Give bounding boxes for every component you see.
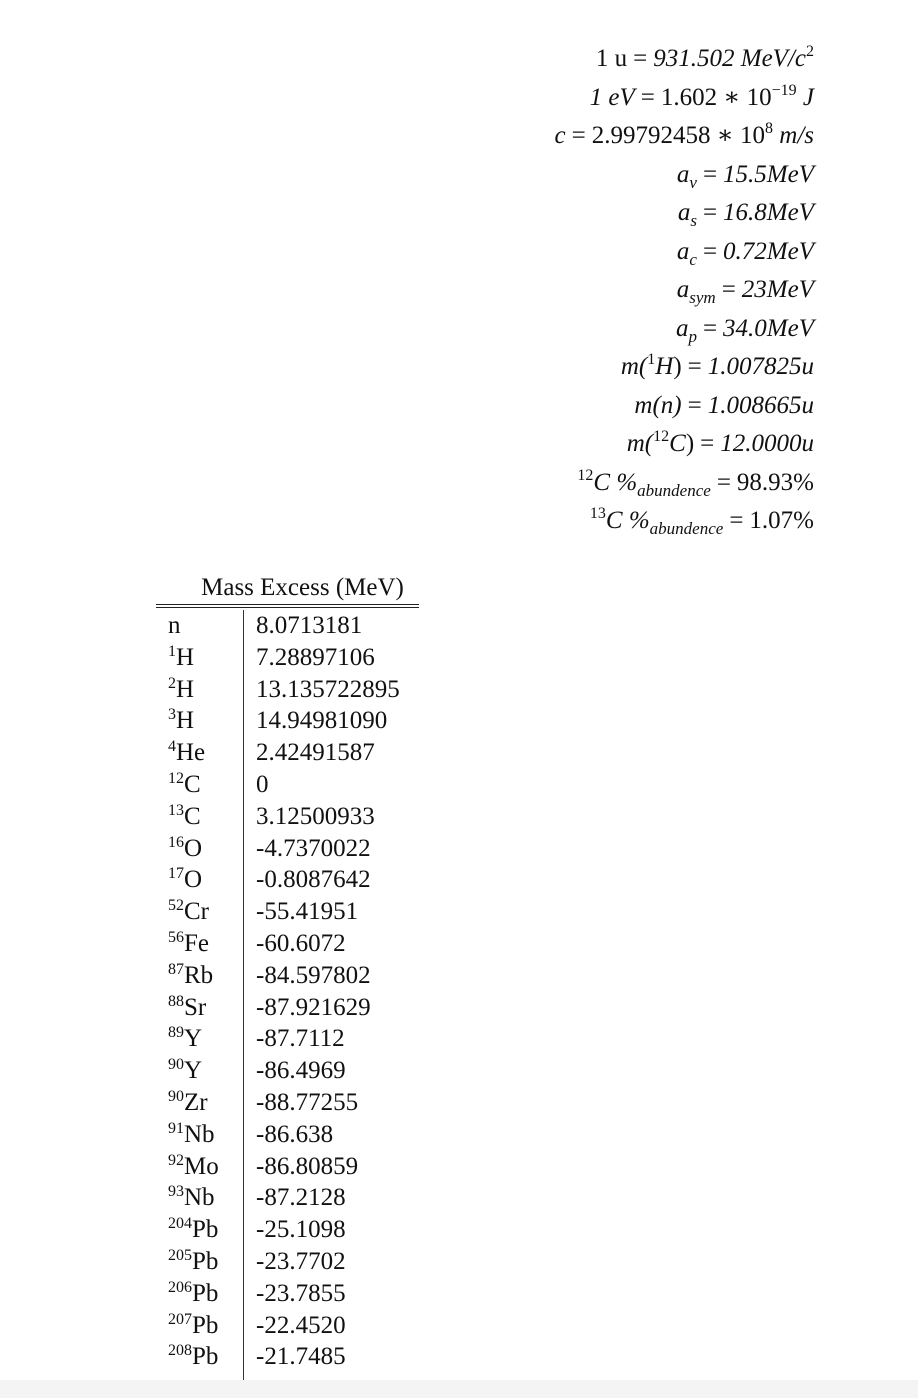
const-subscript: abundence xyxy=(637,480,711,500)
isotope-cell xyxy=(156,1119,243,1151)
element-symbol: Rb xyxy=(184,961,214,989)
element-symbol: H xyxy=(176,643,195,671)
mass-excess-value: -23.7855 xyxy=(256,1279,346,1307)
mass-excess-value: -88.77255 xyxy=(256,1088,359,1116)
const-lhs: m(n) xyxy=(634,391,682,419)
element-symbol: Pb xyxy=(192,1279,219,1307)
element-symbol: Y xyxy=(184,1025,203,1053)
const-rhs-sup: 2 xyxy=(806,43,814,60)
table-row xyxy=(156,864,419,896)
table-row xyxy=(156,737,419,769)
mass-number: 17 xyxy=(168,865,184,883)
mass-number: 207 xyxy=(168,1310,192,1328)
const-subscript: s xyxy=(690,211,697,230)
mass-number: 206 xyxy=(168,1278,192,1296)
element-symbol: O xyxy=(184,834,203,862)
table-row xyxy=(156,1278,419,1310)
const-rhs: 1.07% xyxy=(749,507,814,534)
const-mass-number: 13 xyxy=(589,505,606,522)
isotope-cell xyxy=(156,642,243,674)
mass-number: 52 xyxy=(168,897,184,915)
const-lhs: 1 eV xyxy=(589,83,635,111)
table-row xyxy=(156,642,419,674)
const-carbon13-abundance: $^{13}$C $\%_{abundence} = 1.07\%$ xyxy=(589,505,814,538)
mass-number: 208 xyxy=(168,1342,192,1360)
mass-number: 16 xyxy=(168,833,184,851)
element-symbol: O xyxy=(184,866,203,894)
table-row xyxy=(156,674,419,706)
const-mass-number: 12 xyxy=(577,466,594,484)
isotope-cell xyxy=(156,960,243,992)
table-row xyxy=(156,1246,419,1278)
element-symbol: H xyxy=(176,675,195,703)
element-symbol: Pb xyxy=(192,1247,219,1275)
mass-excess-value: -55.41951 xyxy=(256,898,359,926)
const-rhs: 34.0MeV xyxy=(723,314,814,342)
mass-number: 90 xyxy=(168,1056,184,1074)
isotope-cell xyxy=(156,833,243,865)
isotope-cell xyxy=(156,705,243,737)
element-symbol: Cr xyxy=(184,898,209,926)
mass-excess-value: 13.135722895 xyxy=(256,675,400,703)
const-carbon12-abundance: $^{12}$C $\%_{abundence} = 98.93\%$ xyxy=(577,466,814,500)
isotope-cell xyxy=(156,1341,243,1373)
const-pairing-term: $a_p = 34.0MeV$ xyxy=(675,314,814,346)
isotope-cell xyxy=(156,1310,243,1342)
const-rhs: 0.72MeV xyxy=(723,237,814,265)
mass-excess-value: -86.638 xyxy=(256,1120,334,1148)
const-subscript: sym xyxy=(689,288,716,307)
table-row xyxy=(156,896,419,928)
const-symbol: a xyxy=(676,160,690,188)
mass-excess-value: -86.80859 xyxy=(256,1152,359,1180)
const-neutron-mass: m(n) = 1.008665u xyxy=(634,391,814,419)
mass-number: 87 xyxy=(168,960,184,978)
mass-number: 88 xyxy=(168,992,184,1010)
const-lhs-prefix: m( xyxy=(620,353,648,380)
const-subscript: v xyxy=(689,172,697,192)
const-symbol: C xyxy=(669,430,686,457)
mass-number: 92 xyxy=(168,1151,184,1169)
mass-excess-table xyxy=(156,572,419,1373)
const-symbol: H xyxy=(655,353,674,380)
const-rhs: 931.502 MeV/c xyxy=(653,45,806,72)
const-rhs-unit: J xyxy=(796,83,814,111)
isotope-cell xyxy=(156,737,243,769)
mass-excess-value: -87.921629 xyxy=(256,993,371,1021)
mass-number: 89 xyxy=(168,1024,184,1042)
isotope-cell xyxy=(156,1023,243,1055)
element-symbol: Mo xyxy=(184,1152,219,1180)
mass-number: 4 xyxy=(168,738,176,756)
table-body xyxy=(156,610,419,1373)
isotope-cell xyxy=(156,610,243,642)
mass-excess-value: -87.2128 xyxy=(256,1184,346,1212)
mass-number: 91 xyxy=(168,1119,184,1137)
table-caption: Mass Excess (MeV) xyxy=(201,574,404,601)
mass-number: 205 xyxy=(168,1246,192,1264)
const-mass-number: 12 xyxy=(653,428,670,445)
mass-number: 204 xyxy=(168,1215,192,1233)
const-hydrogen-mass: m($^1$H) = 1.007825u xyxy=(620,351,814,380)
const-rhs: 23MeV xyxy=(741,276,814,303)
isotope-cell xyxy=(156,769,243,801)
element-symbol: Sr xyxy=(184,993,207,1021)
const-symbol: a xyxy=(676,237,690,265)
table-row xyxy=(156,1214,419,1246)
table-header-rule xyxy=(156,604,419,608)
element-symbol: Pb xyxy=(192,1311,219,1339)
mass-number: 2 xyxy=(168,674,176,692)
mass-excess-value: -4.7370022 xyxy=(256,834,371,862)
table-row xyxy=(156,1151,419,1183)
mass-excess-value: -25.1098 xyxy=(256,1216,346,1244)
const-lhs: c xyxy=(554,122,566,149)
const-surface-term: $a_s = 16.8MeV$ xyxy=(677,199,814,230)
element-symbol: n xyxy=(168,612,181,639)
mass-excess-value: 2.42491587 xyxy=(256,739,375,767)
table-row xyxy=(156,1055,419,1087)
const-subscript: abundence xyxy=(649,519,724,538)
const-rhs: 1.007825u xyxy=(707,353,814,380)
mass-excess-value: -0.8087642 xyxy=(256,866,371,894)
const-lhs-suffix: ) xyxy=(685,430,695,457)
isotope-cell xyxy=(156,1214,243,1246)
isotope-cell xyxy=(156,1055,243,1087)
physical-constants xyxy=(394,40,814,541)
const-subscript: p xyxy=(688,326,697,346)
mass-excess-value: -23.7702 xyxy=(256,1247,346,1275)
table-row xyxy=(156,1119,419,1151)
const-atomic-mass-unit: 1 u = 931.502 MeV/$c^2$ xyxy=(595,43,814,72)
const-lhs-suffix: ) xyxy=(673,353,682,380)
const-rhs: 15.5MeV xyxy=(723,160,814,188)
table-row xyxy=(156,705,419,737)
table-row xyxy=(156,992,419,1024)
element-symbol: Fe xyxy=(184,929,209,957)
mass-number: 56 xyxy=(168,928,184,946)
table-row xyxy=(156,769,419,801)
table-row xyxy=(156,1023,419,1055)
const-rhs: 98.93% xyxy=(736,468,814,496)
element-symbol: Y xyxy=(184,1057,203,1085)
const-lhs-prefix: m( xyxy=(626,430,654,457)
const-symbol: a xyxy=(675,314,689,342)
element-symbol: H xyxy=(176,707,195,735)
element-symbol: C xyxy=(184,802,201,830)
const-rhs: 1.008665u xyxy=(707,391,814,419)
table-row xyxy=(156,610,419,642)
mass-excess-value: 0 xyxy=(256,770,269,798)
mass-number: 90 xyxy=(168,1087,184,1105)
const-mass-number: 1 xyxy=(647,351,656,368)
const-volume-term: $a_v = 15.5MeV$ xyxy=(676,160,814,192)
isotope-cell xyxy=(156,1087,243,1119)
table-row xyxy=(156,960,419,992)
table-row xyxy=(156,1087,419,1119)
element-symbol: Nb xyxy=(184,1184,215,1212)
bottom-band xyxy=(0,1380,918,1398)
mass-number: 12 xyxy=(168,769,184,787)
mass-excess-value: -60.6072 xyxy=(256,929,346,957)
mass-excess-value: -86.4969 xyxy=(256,1057,346,1085)
const-speed-of-light: c = 2.99792458 ∗ $10^8$ m/s xyxy=(554,120,814,149)
isotope-cell xyxy=(156,928,243,960)
isotope-cell xyxy=(156,1278,243,1310)
isotope-cell xyxy=(156,896,243,928)
element-symbol: He xyxy=(176,739,206,767)
mass-excess-value: -84.597802 xyxy=(256,961,371,989)
const-subscript: c xyxy=(689,249,697,269)
isotope-cell xyxy=(156,674,243,706)
const-rhs: 1.602 ∗ 10 xyxy=(660,83,772,111)
table-row xyxy=(156,1310,419,1342)
element-symbol: Pb xyxy=(192,1216,219,1244)
element-symbol: Pb xyxy=(192,1343,219,1371)
isotope-cell xyxy=(156,992,243,1024)
mass-excess-value: -87.7112 xyxy=(256,1025,345,1053)
table-row xyxy=(156,833,419,865)
isotope-cell xyxy=(156,1246,243,1278)
const-rhs: 2.99792458 ∗ 10 xyxy=(591,122,766,149)
const-lhs: 1 u xyxy=(595,45,628,72)
table-row xyxy=(156,801,419,833)
isotope-cell xyxy=(156,1151,243,1183)
table-row xyxy=(156,1182,419,1214)
table-column-divider xyxy=(243,610,244,1387)
const-rhs-unit: m/s xyxy=(773,122,814,149)
const-rhs: 16.8MeV xyxy=(723,199,814,226)
table-row xyxy=(156,928,419,960)
const-carbon12-mass: m($^{12}$C) = 12.0000u xyxy=(626,428,814,457)
element-symbol: C xyxy=(184,770,201,798)
isotope-cell xyxy=(156,801,243,833)
mass-number: 1 xyxy=(168,642,176,660)
const-symbol: a xyxy=(676,276,690,303)
isotope-cell xyxy=(156,1182,243,1214)
mass-excess-value: 7.28897106 xyxy=(256,643,375,671)
mass-excess-value: 14.94981090 xyxy=(256,707,388,735)
mass-number: 93 xyxy=(168,1183,184,1201)
const-rhs: 12.0000u xyxy=(720,430,814,457)
mass-number: 13 xyxy=(168,801,184,819)
table-row xyxy=(156,1341,419,1373)
element-symbol: Nb xyxy=(184,1120,215,1148)
const-symbol: a xyxy=(677,199,691,226)
const-symbol: C % xyxy=(605,507,650,534)
mass-excess-value: -21.7485 xyxy=(256,1343,346,1371)
const-symbol: C % xyxy=(593,468,638,496)
mass-number: 3 xyxy=(168,706,176,724)
const-rhs-sup: −19 xyxy=(771,81,797,99)
const-coulomb-term: $a_c = 0.72MeV$ xyxy=(676,237,814,269)
element-symbol: Zr xyxy=(184,1088,208,1116)
const-electronvolt: 1 eV = 1.602 ∗ $10^{-19}$ J xyxy=(589,81,814,111)
const-rhs-sup: 8 xyxy=(765,120,774,137)
mass-excess-value: 3.12500933 xyxy=(256,802,375,830)
mass-excess-value: -22.4520 xyxy=(256,1311,346,1339)
const-symmetry-term: $a_{sym} = 23MeV$ xyxy=(676,276,814,307)
mass-excess-value: 8.0713181 xyxy=(256,612,363,639)
isotope-cell xyxy=(156,864,243,896)
